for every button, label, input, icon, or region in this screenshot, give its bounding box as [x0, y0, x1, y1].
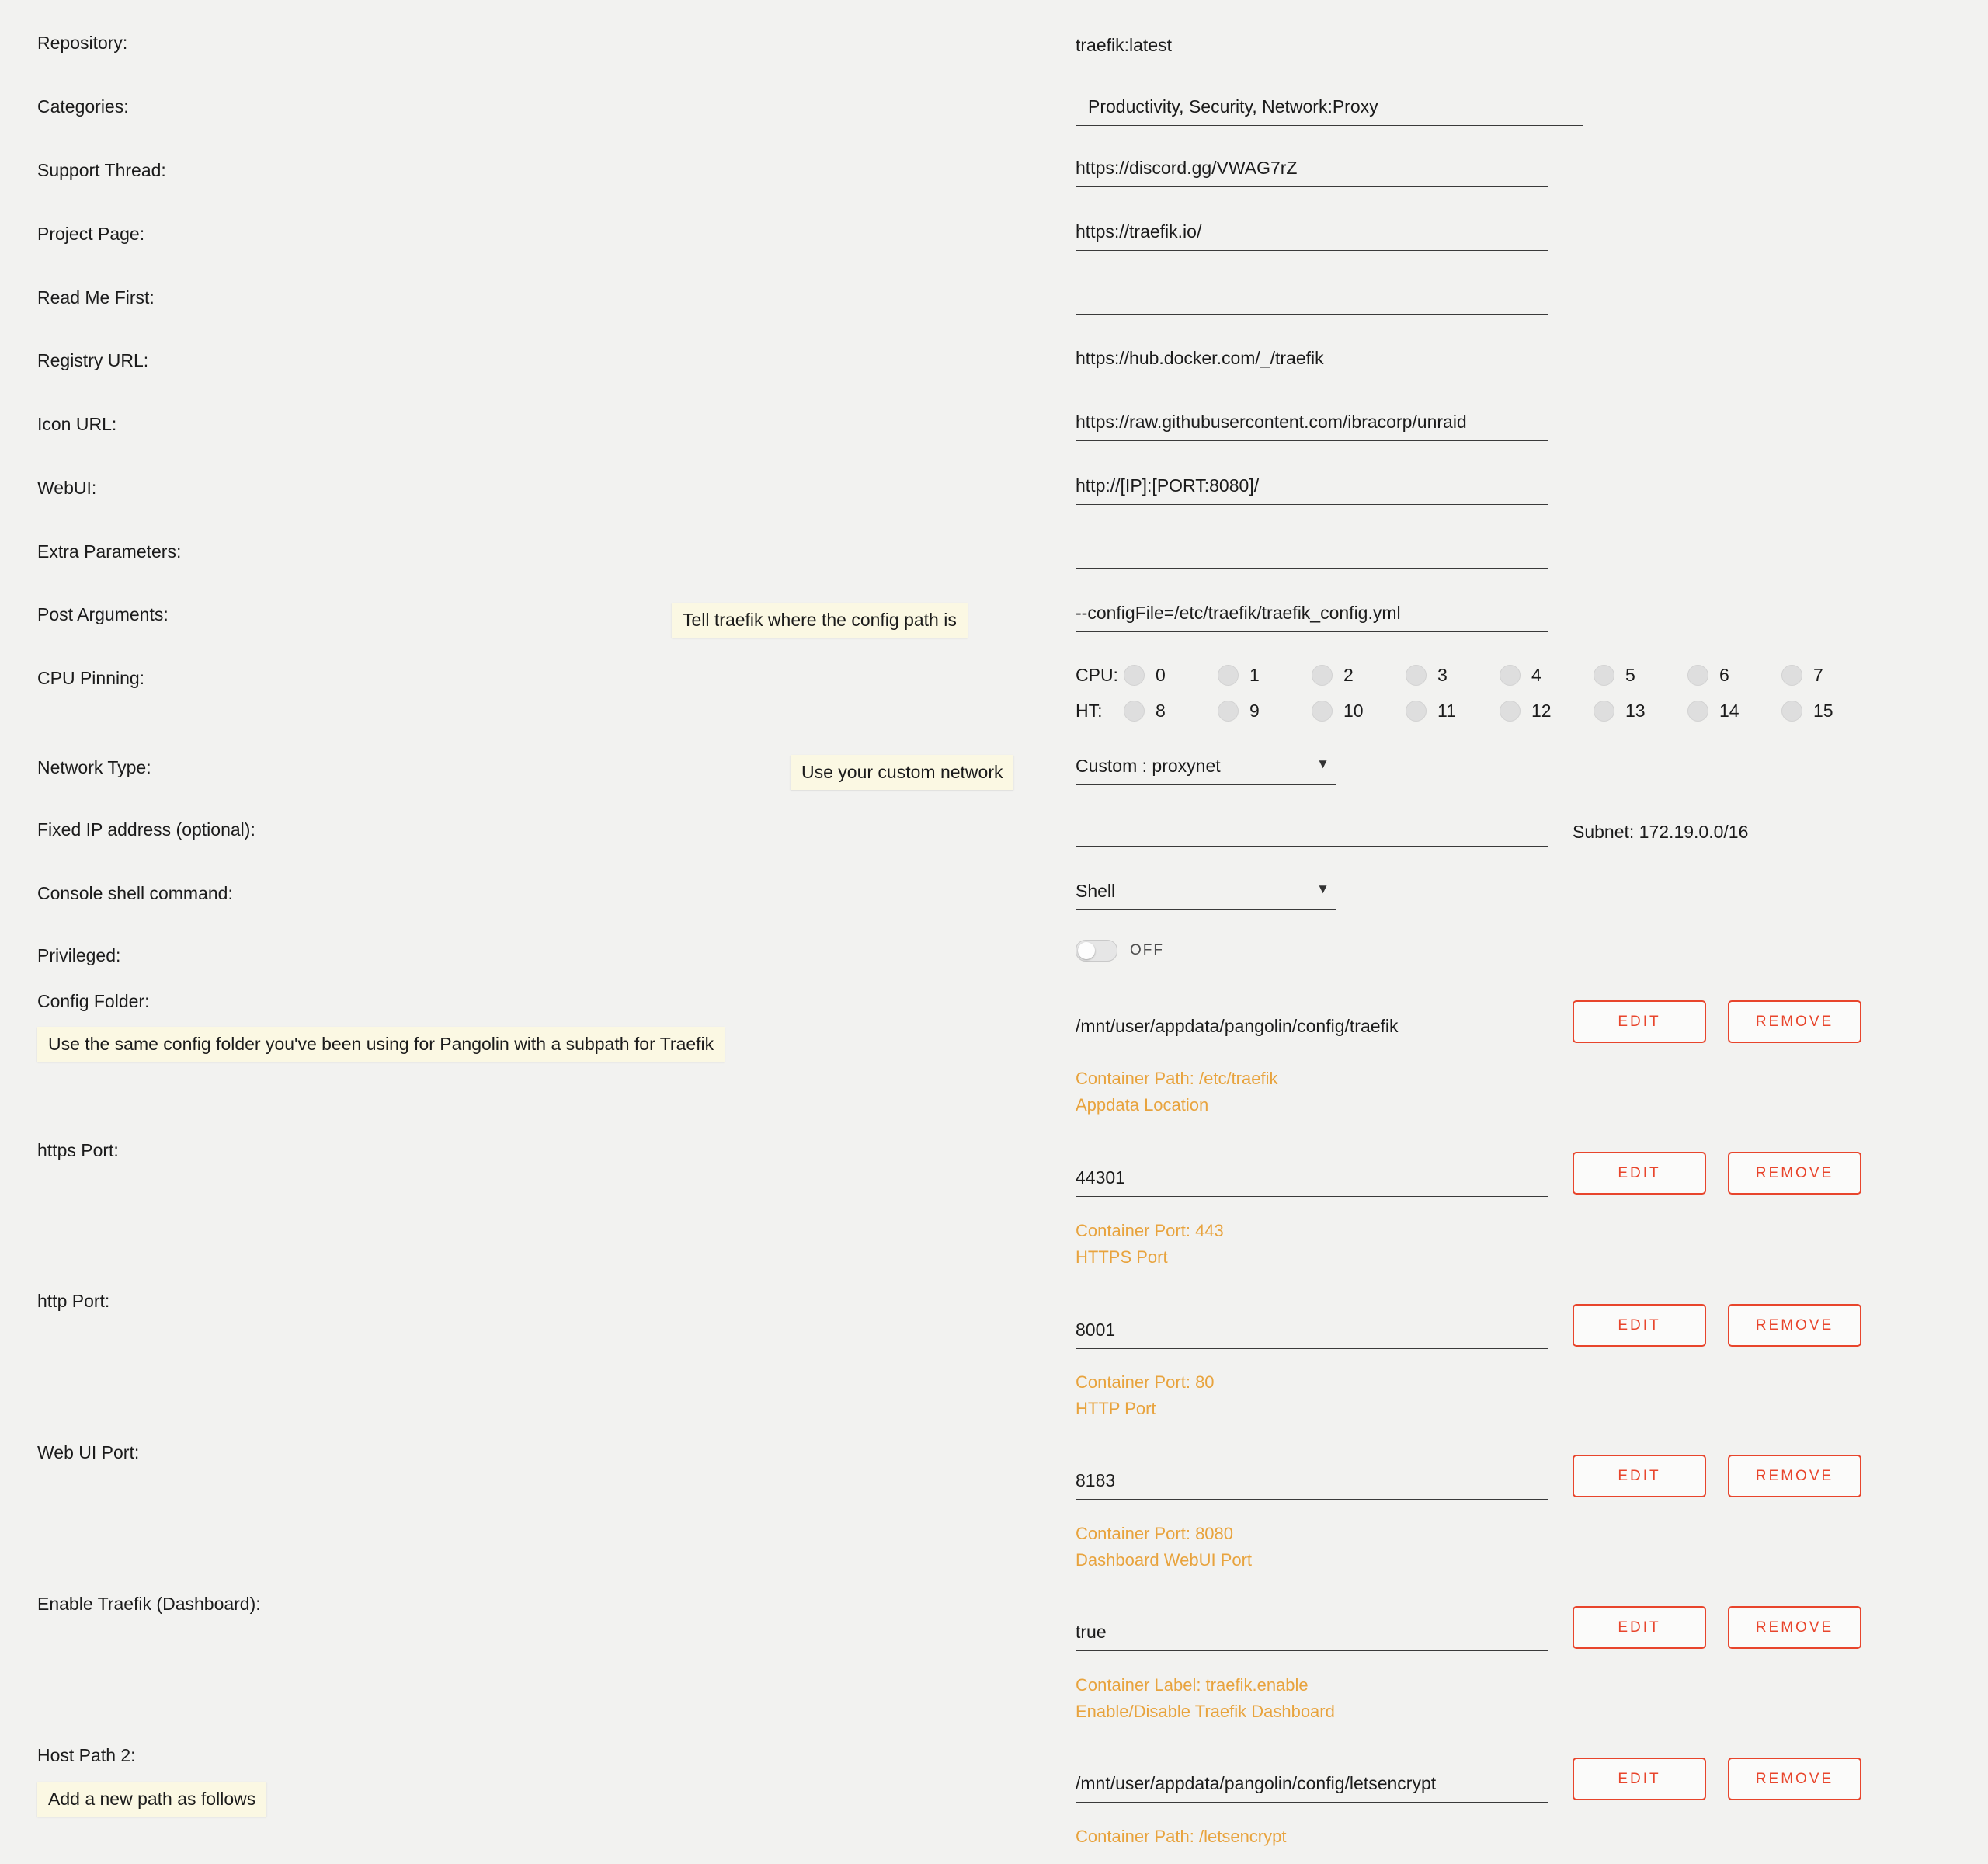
input-categories[interactable]: Productivity, Security, Network:Proxy	[1076, 96, 1583, 126]
label-enable-traefik-dashboard: Enable Traefik (Dashboard):	[37, 1594, 261, 1614]
label-fixed-ip: Fixed IP address (optional):	[37, 819, 255, 840]
label-extra-parameters: Extra Parameters:	[37, 541, 182, 562]
cpu-core-4[interactable]: 4	[1500, 665, 1594, 686]
radio-icon[interactable]	[1781, 665, 1802, 686]
input-enable-traefik-dashboard[interactable]: true	[1076, 1622, 1548, 1651]
cpu-core-5[interactable]: 5	[1594, 665, 1687, 686]
radio-icon[interactable]	[1124, 665, 1145, 686]
select-network-type-value: Custom : proxynet	[1076, 756, 1221, 776]
subnet-text: Subnet: 172.19.0.0/16	[1573, 822, 1749, 842]
cpu-core-0[interactable]: 0	[1124, 665, 1218, 686]
toggle-state-label: OFF	[1130, 942, 1164, 958]
select-console-shell[interactable]	[1076, 881, 1336, 910]
label-project-page: Project Page:	[37, 224, 145, 244]
edit-button-web-ui-port[interactable]: EDIT	[1573, 1455, 1706, 1497]
input-registry-url[interactable]: https://hub.docker.com/_/traefik	[1076, 348, 1548, 377]
annotation-host-path-2: Add a new path as follows	[37, 1782, 266, 1817]
input-repository[interactable]: traefik:latest	[1076, 35, 1548, 64]
radio-icon[interactable]	[1594, 665, 1614, 686]
label-web-ui-port: Web UI Port:	[37, 1442, 140, 1462]
ht-core-9[interactable]: 9	[1218, 701, 1312, 722]
remove-button-https-port[interactable]: REMOVE	[1728, 1152, 1861, 1195]
select-console-shell-value: Shell	[1076, 881, 1116, 901]
input-http-port[interactable]: 8001	[1076, 1320, 1548, 1349]
cpu-core-6[interactable]: 6	[1687, 665, 1781, 686]
chevron-down-icon[interactable]: ▼	[1316, 756, 1329, 771]
annotation-config-folder: Use the same config folder you've been using for Pangolin with a subpath for Traefik	[37, 1027, 725, 1062]
edit-button-http-port[interactable]: EDIT	[1573, 1304, 1706, 1347]
toggle-privileged[interactable]	[1076, 940, 1164, 962]
edit-button-config-folder[interactable]: EDIT	[1573, 1000, 1706, 1043]
cpu-row	[1076, 657, 1875, 693]
cpu-core-7[interactable]: 7	[1781, 665, 1875, 686]
input-host-path-2[interactable]: /mnt/user/appdata/pangolin/config/letsencrypt	[1076, 1773, 1548, 1803]
ht-row-label: HT:	[1076, 700, 1103, 721]
ht-core-10[interactable]: 10	[1312, 701, 1406, 722]
label-repository: Repository:	[37, 33, 128, 53]
radio-icon[interactable]	[1500, 665, 1521, 686]
hint-dashboard-container-label: Container Label: traefik.enable	[1076, 1675, 1309, 1695]
label-webui: WebUI:	[37, 478, 97, 498]
label-read-me-first: Read Me First:	[37, 287, 155, 308]
label-privileged: Privileged:	[37, 945, 121, 965]
ht-core-15[interactable]: 15	[1781, 701, 1875, 722]
remove-button-config-folder[interactable]: REMOVE	[1728, 1000, 1861, 1043]
label-cpu-pinning: CPU Pinning:	[37, 668, 145, 688]
label-https-port: https Port:	[37, 1140, 119, 1160]
ht-core-11[interactable]: 11	[1406, 701, 1500, 722]
hint-https-container-port: Container Port: 443	[1076, 1221, 1224, 1240]
annotation-post-arguments: Tell traefik where the config path is	[672, 603, 968, 638]
input-icon-url[interactable]: https://raw.githubusercontent.com/ibracorp/unraid	[1076, 412, 1548, 441]
radio-icon[interactable]	[1218, 701, 1239, 722]
cpu-core-3[interactable]: 3	[1406, 665, 1500, 686]
label-categories: Categories:	[37, 96, 129, 116]
remove-button-web-ui-port[interactable]: REMOVE	[1728, 1455, 1861, 1497]
input-read-me-first[interactable]	[1076, 285, 1548, 315]
input-fixed-ip[interactable]	[1076, 817, 1548, 847]
label-http-port: http Port:	[37, 1291, 110, 1311]
remove-button-enable-traefik-dashboard[interactable]: REMOVE	[1728, 1606, 1861, 1649]
radio-icon[interactable]	[1594, 701, 1614, 722]
input-extra-parameters[interactable]	[1076, 539, 1548, 569]
label-registry-url: Registry URL:	[37, 350, 149, 370]
input-post-arguments[interactable]: --configFile=/etc/traefik/traefik_config.yml	[1076, 603, 1548, 632]
cpu-core-2[interactable]: 2	[1312, 665, 1406, 686]
hint-config-folder-location: Appdata Location	[1076, 1095, 1209, 1115]
toggle-knob	[1078, 942, 1095, 959]
cpu-core-1[interactable]: 1	[1218, 665, 1312, 686]
input-project-page[interactable]: https://traefik.io/	[1076, 221, 1548, 251]
input-webui[interactable]: http://[IP]:[PORT:8080]/	[1076, 475, 1548, 505]
radio-icon[interactable]	[1406, 665, 1427, 686]
chevron-down-icon[interactable]: ▼	[1316, 882, 1329, 896]
radio-icon[interactable]	[1218, 665, 1239, 686]
label-post-arguments: Post Arguments:	[37, 604, 169, 624]
radio-icon[interactable]	[1406, 701, 1427, 722]
remove-button-http-port[interactable]: REMOVE	[1728, 1304, 1861, 1347]
radio-icon[interactable]	[1781, 701, 1802, 722]
hint-https-port-name: HTTPS Port	[1076, 1247, 1168, 1267]
radio-icon[interactable]	[1312, 701, 1333, 722]
label-host-path-2: Host Path 2:	[37, 1745, 136, 1765]
toggle-switch-icon[interactable]	[1076, 940, 1117, 962]
label-console-shell: Console shell command:	[37, 883, 233, 903]
radio-icon[interactable]	[1687, 701, 1708, 722]
cpu-pinning-group	[1076, 657, 1875, 729]
edit-button-enable-traefik-dashboard[interactable]: EDIT	[1573, 1606, 1706, 1649]
label-support-thread: Support Thread:	[37, 160, 166, 180]
hint-webui-container-port: Container Port: 8080	[1076, 1524, 1234, 1543]
ht-core-8[interactable]: 8	[1124, 701, 1218, 722]
ht-row	[1076, 693, 1875, 729]
hint-webui-port-name: Dashboard WebUI Port	[1076, 1550, 1253, 1570]
hint-http-port-name: HTTP Port	[1076, 1399, 1156, 1418]
hint-dashboard-description: Enable/Disable Traefik Dashboard	[1076, 1702, 1335, 1721]
edit-button-https-port[interactable]: EDIT	[1573, 1152, 1706, 1195]
hint-http-container-port: Container Port: 80	[1076, 1372, 1215, 1392]
input-support-thread[interactable]: https://discord.gg/VWAG7rZ	[1076, 158, 1548, 187]
label-network-type: Network Type:	[37, 757, 151, 777]
select-network-type[interactable]	[1076, 756, 1336, 785]
annotation-network-type: Use your custom network	[791, 755, 1013, 790]
input-web-ui-port[interactable]: 8183	[1076, 1470, 1548, 1500]
ht-core-13[interactable]: 13	[1594, 701, 1687, 722]
radio-icon[interactable]	[1312, 665, 1333, 686]
input-config-folder[interactable]: /mnt/user/appdata/pangolin/config/traefik	[1076, 1016, 1548, 1045]
radio-icon[interactable]	[1124, 701, 1145, 722]
remove-button-host-path-2[interactable]: REMOVE	[1728, 1758, 1861, 1800]
hint-config-folder-path: Container Path: /etc/traefik	[1076, 1069, 1278, 1088]
radio-icon[interactable]	[1687, 665, 1708, 686]
ht-core-12[interactable]: 12	[1500, 701, 1594, 722]
radio-icon[interactable]	[1500, 701, 1521, 722]
ht-core-14[interactable]: 14	[1687, 701, 1781, 722]
hint-host-path-2-container-path: Container Path: /letsencrypt	[1076, 1827, 1287, 1846]
edit-button-host-path-2[interactable]: EDIT	[1573, 1758, 1706, 1800]
label-config-folder: Config Folder:	[37, 991, 150, 1011]
label-icon-url: Icon URL:	[37, 414, 117, 434]
input-https-port[interactable]: 44301	[1076, 1167, 1548, 1197]
cpu-row-label: CPU:	[1076, 664, 1118, 685]
